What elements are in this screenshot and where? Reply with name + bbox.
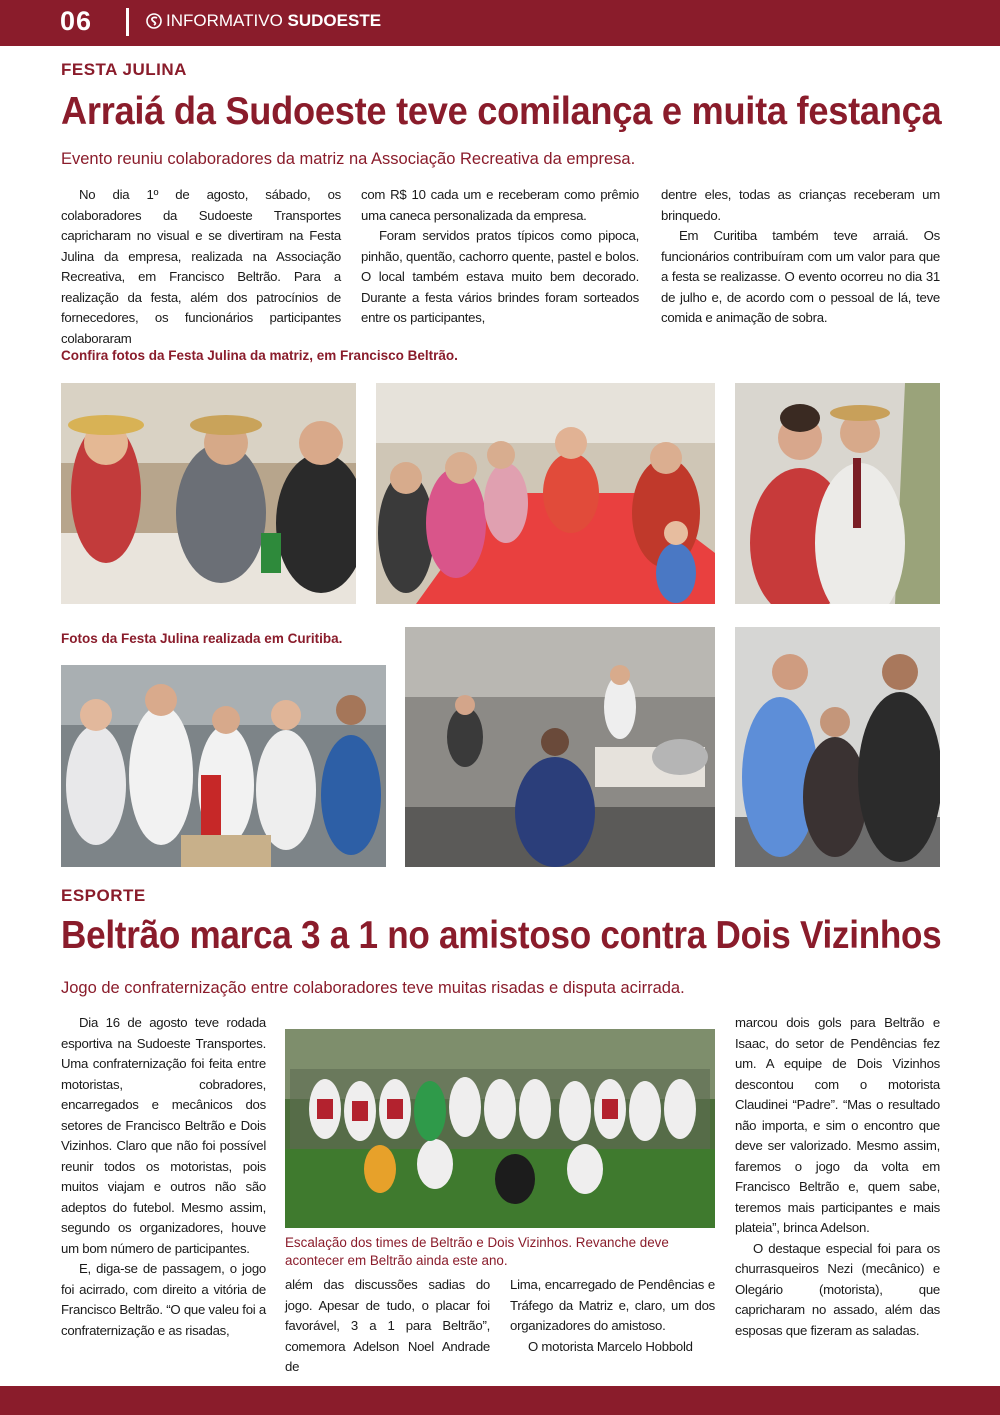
article2-title: Beltrão marca 3 a 1 no amistoso contra Dois Vizinhos [61,914,942,957]
article2-column-1: Dia 16 de agosto teve rodada esportiva na Sudoeste Transportes. Uma confraternização foi feita entre motoristas, cobradores, encarregados e mecânicos dos setores de Francisco Beltrão e Dois Vizinhos. Claro que não foi possível reunir todos os motoristas, pois muitos viajam e outros não são adeptos do futebol. Mesmo assim, segundo os organizadores, houve um bom número de participantes. E, diga-se de passagem, o jogo foi acirrado, com direito a vitória de Francisco Beltrão. “O que valeu foi a confraternização e as risadas, [61,1015,266,1338]
photo-festa-curitiba-2 [405,627,715,867]
article2-column-2: além das discussões sadias do jogo. Apesar de tudo, o placar foi favorável, 3 a 1 para Beltrão”, comemora Adelson Noel Andrade de [285,1277,490,1374]
photos-curitiba-caption: Fotos da Festa Julina realizada em Curitiba. [61,631,343,646]
photo-soccer-teams [285,1029,715,1228]
article2-subtitle: Jogo de confraternização entre colaboradores teve muitas risadas e disputa acirrada. [61,979,685,997]
article1-subtitle: Evento reuniu colaboradores da matriz na Associação Recreativa da empresa. [61,150,636,168]
footer-bar [0,1386,1000,1415]
page-number: 06 [60,6,93,36]
section-label-festa: FESTA JULINA [61,60,187,79]
header-divider [126,8,129,36]
photo-festa-matriz-1 [61,383,356,604]
article1-column-2: com R$ 10 cada um e receberam como prêmio uma caneca personalizada da empresa. Foram servidos pratos típicos como pipoca, pinhão, quentão, cachorro quente, pastel e bolos. O local também estava muito bem decorado. Durante a festa vários brindes foram sorteados entre os participantes, [361,187,639,325]
photo-soccer-caption: Escalação dos times de Beltrão e Dois Vizinhos. Revanche deve acontecer em Beltrão ainda este ano. [285,1235,669,1268]
header-bar [0,0,1000,46]
article2-column-4: marcou dois gols para Beltrão e Isaac, do setor de Pendências fez um. A equipe de Dois Vizinhos descontou com o motorista Claudinei “Padre”. “Mas o resultado não importa, e sim o encontro que deve ser valorizado. Mesmo assim, faremos o jogo da volta em Francisco Beltrão e, quem sabe, teremos mais participantes e mais plateia”, brinca Adelson. O destaque especial foi para os churrasqueiros Nezi (mecânico) e Olegário (motorista), que capricharam no assado, além das esposas que fizeram as saladas. [735,1015,940,1338]
photo-festa-curitiba-1 [61,665,386,867]
article1-column-3: dentre eles, todas as crianças receberam um brinquedo. Em Curitiba também teve arraiá. Os funcionários contribuíram com um valor para que a festa se realizasse. O evento ocorreu no dia 31 de julho e, de acordo com o pessoal de lá, teve comida e animação de sobra. [661,187,940,325]
photo-festa-matriz-3 [735,383,940,604]
photo-festa-matriz-2 [376,383,715,604]
publication-name: INFORMATIVO SUDOESTE [166,11,382,30]
photos-matriz-caption: Confira fotos da Festa Julina da matriz, em Francisco Beltrão. [61,348,458,363]
section-label-esporte: ESPORTE [61,886,146,905]
article1-column-1: No dia 1º de agosto, sábado, os colaboradores da Sudoeste Transportes capricharam no visual e se divertiram na Festa Julina da empresa, realizada na Associação Recreativa, em Francisco Beltrão. Para a realização da festa, além dos patrocínios de fornecedores, os funcionários participantes colaboraram [61,187,341,346]
article2-column-3: Lima, encarregado de Pendências e Tráfego da Matriz e, claro, um dos organizadores do amistoso. O motorista Marcelo Hobbold [510,1277,715,1354]
photo-festa-curitiba-3 [735,627,940,867]
sudoeste-s-logo-icon [146,13,162,29]
article1-title: Arraiá da Sudoeste teve comilança e muita festança [61,90,942,133]
